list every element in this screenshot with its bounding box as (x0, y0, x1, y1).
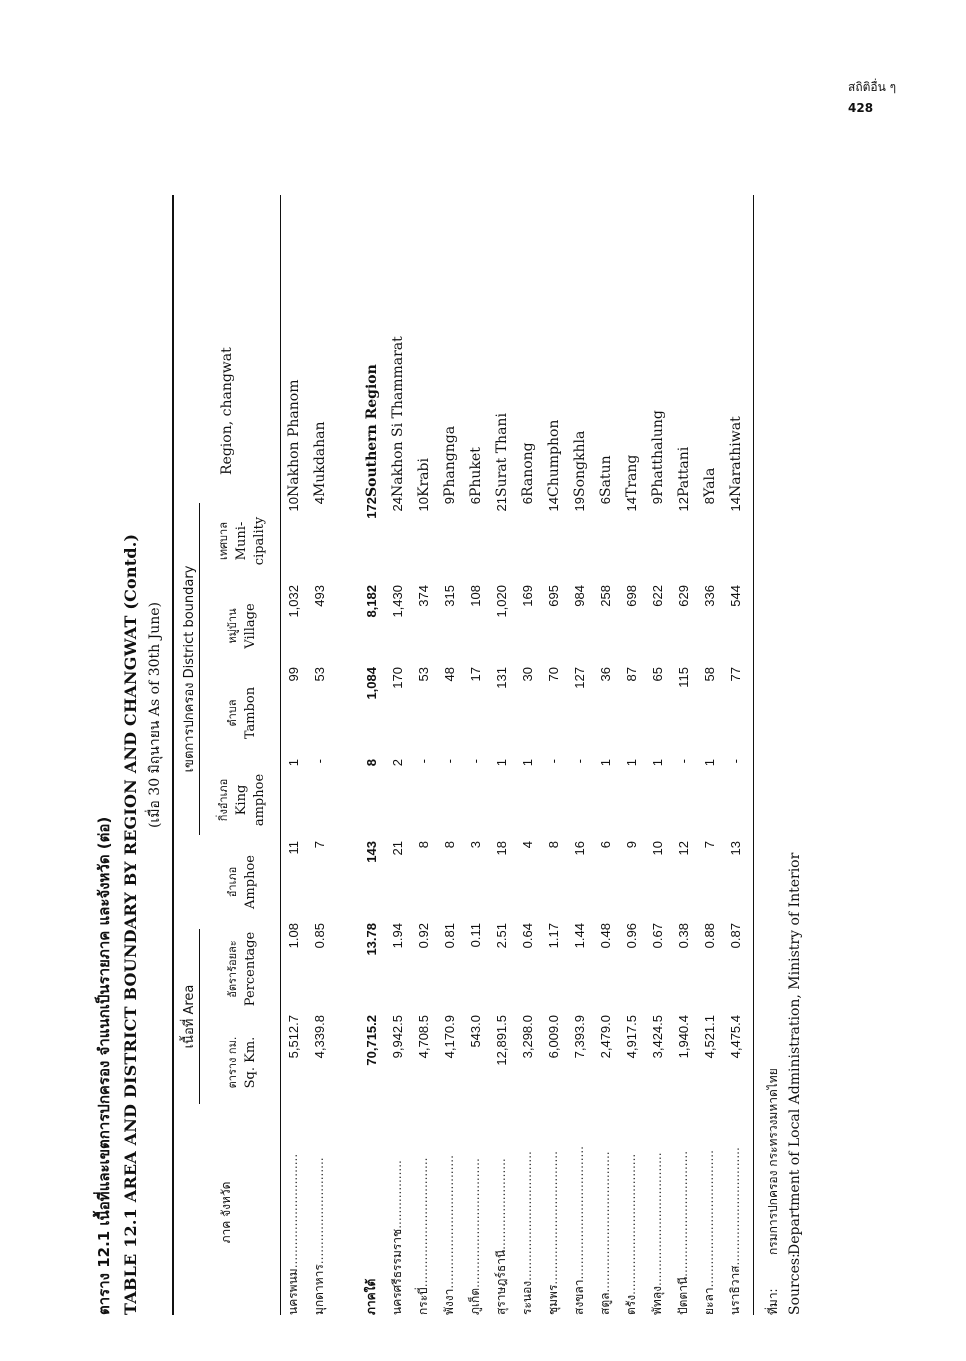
bottom-rule (753, 195, 754, 1315)
cell-village: 629 (676, 585, 691, 607)
cell-king: - (728, 759, 743, 764)
row-name-english: Krabi (415, 458, 432, 497)
row-name-thai (463, 1110, 489, 1315)
row-name-thai (515, 1110, 541, 1315)
header-tambon-th: ตำบล (225, 699, 239, 727)
header-amphoe-en: Amphoe (242, 855, 258, 909)
cell-village: 258 (598, 585, 613, 607)
row-name-english: Pattani (675, 446, 692, 497)
cell-pct: 0.48 (598, 923, 613, 949)
cell-muni: 10 (416, 497, 431, 512)
leader-dots: ........................ (494, 1158, 508, 1250)
data-table (174, 195, 749, 1315)
cell-king: - (416, 759, 431, 764)
cell-amphoe: 7 (702, 841, 717, 849)
cell-tambon: 99 (286, 667, 301, 682)
leader-dots: ................................... (546, 1151, 560, 1285)
cell-muni: 172 (364, 497, 379, 519)
cell-king: 1 (494, 759, 509, 767)
row-name-english: Mukdahan (311, 421, 328, 497)
row-name-english: Chumphon (545, 419, 562, 497)
cell-sqkm: 12,891.5 (494, 1015, 509, 1066)
cell-tambon: 77 (728, 667, 743, 682)
cell-king: - (572, 759, 587, 764)
leader-dots: ............................... (728, 1147, 742, 1266)
province-thai: สตูล (598, 1292, 612, 1315)
row-name-thai (567, 1110, 593, 1315)
province-thai: สงขลา (572, 1279, 586, 1315)
header-amphoe-th: อำเภอ (225, 866, 239, 898)
header-king-en1: King (233, 784, 249, 816)
province-thai: ภูเก็ต (468, 1287, 482, 1315)
cell-sqkm: 4,170.9 (442, 1015, 457, 1059)
cell-pct: 0.64 (520, 923, 535, 949)
row-name-thai (307, 1110, 333, 1315)
cell-amphoe: 12 (676, 841, 691, 856)
row-name-thai (619, 1110, 645, 1315)
province-thai: นครศรีธรรมราช (390, 1228, 404, 1315)
cell-pct: 0.92 (416, 923, 431, 949)
cell-muni: 8 (702, 497, 717, 505)
cell-pct: 0.96 (624, 923, 639, 949)
leader-dots: ................................. (676, 1150, 690, 1277)
cell-tambon: 1,084 (364, 667, 379, 700)
cell-king: 1 (286, 759, 301, 767)
row-name-thai (671, 1110, 697, 1315)
cell-pct: 0.11 (468, 923, 483, 948)
cell-muni: 24 (390, 497, 405, 512)
row-name-thai (437, 1110, 463, 1315)
leader-dots: .............................. (286, 1153, 300, 1269)
table-row (593, 195, 619, 1315)
section-label: สถิติอื่น ๆ (848, 80, 897, 94)
cell-sqkm: 4,521.1 (702, 1015, 717, 1059)
province-thai: พังงา (442, 1288, 456, 1315)
cell-amphoe: 8 (546, 841, 561, 849)
cell-amphoe: 3 (468, 841, 483, 849)
leader-dots: .................. (390, 1160, 404, 1229)
cell-village: 984 (572, 585, 587, 607)
leader-dots: .................................. (468, 1158, 482, 1288)
table-row (723, 195, 749, 1315)
province-thai: ภาคใต้ (364, 1278, 378, 1315)
province-thai: ระนอง (520, 1280, 534, 1315)
cell-king: 1 (520, 759, 535, 767)
cell-amphoe: 8 (442, 841, 457, 849)
source-text-thai: กรมการปกครอง กระทรวงมหาดไทย (765, 1068, 780, 1255)
header-village-th: หมู่บ้าน (225, 608, 239, 644)
province-thai: ยะลา (702, 1287, 716, 1315)
cell-pct: 0.85 (312, 923, 327, 949)
row-name-thai (281, 1110, 307, 1315)
province-thai: พัทลุง (650, 1285, 664, 1315)
header-muni-th: เทศบาล (216, 522, 230, 560)
cell-muni: 9 (650, 497, 665, 505)
row-name-english: Ranong (519, 442, 536, 497)
cell-sqkm: 4,708.5 (416, 1015, 431, 1059)
cell-pct: 0.87 (728, 923, 743, 949)
cell-king: 1 (702, 759, 717, 767)
table-title-english: TABLE 12.1 AREA AND DISTRICT BOUNDARY BY REGION AND CHANGWAT (Contd.) (121, 533, 140, 1315)
cell-tambon: 131 (494, 667, 509, 689)
header-muni-en2: cipality (251, 516, 267, 566)
row-name-english: Phuket (467, 447, 484, 497)
leader-dots: ................................... (572, 1146, 586, 1280)
cell-amphoe: 10 (650, 841, 665, 856)
cell-pct: 0.81 (442, 923, 457, 949)
cell-pct: 0.88 (702, 923, 717, 949)
cell-village: 695 (546, 585, 561, 607)
cell-village: 1,430 (390, 585, 405, 618)
leader-dots: ................................... (650, 1152, 664, 1286)
row-name-english: Songkhla (571, 430, 588, 497)
cell-amphoe: 13 (728, 841, 743, 856)
cell-muni: 14 (546, 497, 561, 512)
header-sqkm-en: Sq. Km. (242, 1036, 258, 1089)
table-row (359, 195, 385, 1315)
table-row (463, 195, 489, 1315)
table-row (567, 195, 593, 1315)
cell-pct: 1.44 (572, 923, 587, 949)
province-thai: ชุมพร (546, 1284, 560, 1315)
row-name-english: Phatthalung (649, 410, 666, 497)
cell-muni: 9 (442, 497, 457, 505)
cell-village: 374 (416, 585, 431, 607)
cell-tambon: 65 (650, 667, 665, 682)
cell-amphoe: 21 (390, 841, 405, 856)
cell-sqkm: 4,339.8 (312, 1015, 327, 1059)
header-king-th: กิ่งอำเภอ (216, 778, 230, 822)
cell-sqkm: 7,393.9 (572, 1015, 587, 1059)
cell-tambon: 48 (442, 667, 457, 682)
cell-amphoe: 143 (364, 841, 379, 863)
header-district-group: เขตการปกครอง District boundary (182, 565, 197, 773)
cell-village: 108 (468, 585, 483, 607)
cell-village: 698 (624, 585, 639, 607)
page-header (848, 78, 948, 115)
cell-tambon: 36 (598, 667, 613, 682)
cell-king: - (546, 759, 561, 764)
table-row (515, 195, 541, 1315)
cell-sqkm: 4,475.4 (728, 1015, 743, 1059)
cell-tambon: 53 (312, 667, 327, 682)
row-spacer (333, 195, 359, 1315)
leader-dots: .................................... (702, 1150, 716, 1288)
leader-dots: ................................... (442, 1155, 456, 1289)
province-thai: กระบี่ (416, 1287, 430, 1315)
cell-amphoe: 16 (572, 841, 587, 856)
row-name-english: Surat Thani (493, 413, 510, 497)
header-tambon-en: Tambon (242, 686, 258, 740)
row-name-english: Trang (623, 454, 640, 497)
cell-village: 1,020 (494, 585, 509, 618)
cell-village: 493 (312, 585, 327, 607)
header-area-group: เนื้อที่ Area (182, 984, 197, 1049)
leader-dots: ..................................... (598, 1151, 612, 1293)
cell-village: 336 (702, 585, 717, 607)
cell-king: - (468, 759, 483, 764)
cell-sqkm: 3,424.5 (650, 1015, 665, 1059)
cell-tambon: 53 (416, 667, 431, 682)
row-name-english: Satun (597, 455, 614, 497)
source-text-english: Department of Local Administration, Ministry of Interior (786, 852, 803, 1255)
row-name-thai (411, 1110, 437, 1315)
table-row (385, 195, 411, 1315)
province-thai: มุกดาหาร (312, 1264, 326, 1315)
leader-dots: .................................. (416, 1157, 430, 1288)
cell-sqkm: 70,715.2 (364, 1015, 379, 1066)
cell-muni: 19 (572, 497, 587, 512)
table-row (645, 195, 671, 1315)
cell-king: 1 (624, 759, 639, 767)
cell-tambon: 127 (572, 667, 587, 689)
row-name-thai (645, 1110, 671, 1315)
header-king-en2: amphoe (251, 773, 267, 827)
cell-tambon: 70 (546, 667, 561, 682)
cell-sqkm: 543.0 (468, 1015, 483, 1048)
table-row (541, 195, 567, 1315)
leader-dots: .................................. (520, 1151, 534, 1281)
cell-amphoe: 11 (286, 841, 301, 855)
row-name-thai (697, 1110, 723, 1315)
cell-king: - (312, 759, 327, 764)
row-name-thai (593, 1110, 619, 1315)
row-name-thai (541, 1110, 567, 1315)
cell-sqkm: 4,917.5 (624, 1015, 639, 1059)
header-pct-en: Percentage (242, 931, 258, 1007)
cell-pct: 1.94 (390, 923, 405, 949)
cell-sqkm: 1,940.4 (676, 1015, 691, 1059)
cell-muni: 4 (312, 497, 327, 505)
province-thai: นราธิวาส (728, 1265, 742, 1315)
cell-muni: 21 (494, 497, 509, 512)
cell-muni: 14 (624, 497, 639, 512)
table-row (411, 195, 437, 1315)
row-name-english: Narathiwat (727, 416, 744, 497)
cell-king: 8 (364, 759, 379, 767)
row-name-english: Nakhon Si Thammarat (389, 336, 406, 497)
row-name-thai (359, 1110, 385, 1315)
cell-amphoe: 9 (624, 841, 639, 849)
cell-tambon: 30 (520, 667, 535, 682)
table-title-thai: ตาราง 12.1 เนื้อที่และเขตการปกครอง จำแนกเป็นรายภาค และจังหวัด (ต่อ) (95, 816, 113, 1315)
header-village-en: Village (242, 603, 258, 649)
cell-pct: 1.08 (286, 923, 301, 949)
cell-pct: 13.78 (364, 923, 379, 956)
cell-village: 544 (728, 585, 743, 607)
cell-village: 1,032 (286, 585, 301, 618)
cell-muni: 6 (598, 497, 613, 505)
cell-village: 169 (520, 585, 535, 607)
table-row (619, 195, 645, 1315)
leader-dots: ............................ (312, 1157, 326, 1265)
page-number: 428 (848, 101, 874, 115)
table-subtitle: (เมื่อ 30 มิถุนายน As of 30th June) (147, 601, 163, 829)
cell-sqkm: 5,512.7 (286, 1015, 301, 1059)
cell-pct: 2.51 (494, 923, 509, 949)
row-name-english: Phangnga (441, 425, 458, 497)
province-thai: นครพนม (286, 1268, 300, 1315)
cell-king: 1 (650, 759, 665, 767)
row-name-english: Nakhon Phanom (285, 379, 302, 497)
row-name-english: Yala (701, 467, 718, 497)
cell-muni: 12 (676, 497, 691, 512)
province-thai: ปัตตานี (676, 1276, 690, 1315)
cell-tambon: 17 (468, 667, 483, 682)
cell-village: 8,182 (364, 585, 379, 618)
table-row (671, 195, 697, 1315)
header-region-thai: ภาค จังหวัด (219, 1181, 234, 1244)
cell-amphoe: 7 (312, 841, 327, 849)
leader-dots: ..................................... (624, 1153, 638, 1295)
cell-village: 622 (650, 585, 665, 607)
table-row (281, 195, 307, 1315)
row-name-thai (385, 1110, 411, 1315)
cell-amphoe: 6 (598, 841, 613, 849)
province-thai: สุราษฎร์ธานี (494, 1249, 508, 1315)
table-row (697, 195, 723, 1315)
header-sqkm-th: ตาราง กม. (225, 1036, 239, 1089)
table-body (281, 195, 749, 1315)
cell-village: 315 (442, 585, 457, 607)
cell-pct: 0.38 (676, 923, 691, 949)
province-thai: ตรัง (624, 1294, 638, 1315)
table-row (307, 195, 333, 1315)
cell-sqkm: 3,298.0 (520, 1015, 535, 1059)
source-label-english: Sources: (786, 1253, 803, 1315)
cell-muni: 6 (468, 497, 483, 505)
cell-king: - (442, 759, 457, 764)
cell-pct: 1.17 (546, 923, 561, 949)
table-row (489, 195, 515, 1315)
source-label-thai: ที่มา: (765, 1288, 780, 1315)
table-row (437, 195, 463, 1315)
cell-amphoe: 18 (494, 841, 509, 856)
cell-amphoe: 4 (520, 841, 535, 849)
cell-sqkm: 9,942.5 (390, 1015, 405, 1059)
header-pct-th: อัตราร้อยละ (225, 940, 239, 998)
row-name-thai (723, 1110, 749, 1315)
cell-tambon: 58 (702, 667, 717, 682)
cell-tambon: 87 (624, 667, 639, 682)
cell-muni: 6 (520, 497, 535, 505)
cell-pct: 0.67 (650, 923, 665, 949)
cell-king: 1 (598, 759, 613, 767)
source-note (762, 115, 806, 1315)
row-name-thai (489, 1110, 515, 1315)
header-region-english: Region, changwat (218, 347, 235, 475)
cell-sqkm: 2,479.0 (598, 1015, 613, 1059)
cell-muni: 14 (728, 497, 743, 512)
cell-muni: 10 (286, 497, 301, 512)
cell-tambon: 170 (390, 667, 405, 689)
row-name-english: Southern Region (363, 364, 380, 497)
cell-tambon: 115 (676, 667, 691, 688)
cell-king: - (676, 759, 691, 764)
cell-amphoe: 8 (416, 841, 431, 849)
header-muni-en1: Muni- (233, 521, 249, 561)
rotated-table-block (90, 115, 830, 1315)
cell-king: 2 (390, 759, 405, 767)
cell-sqkm: 6,009.0 (546, 1015, 561, 1059)
